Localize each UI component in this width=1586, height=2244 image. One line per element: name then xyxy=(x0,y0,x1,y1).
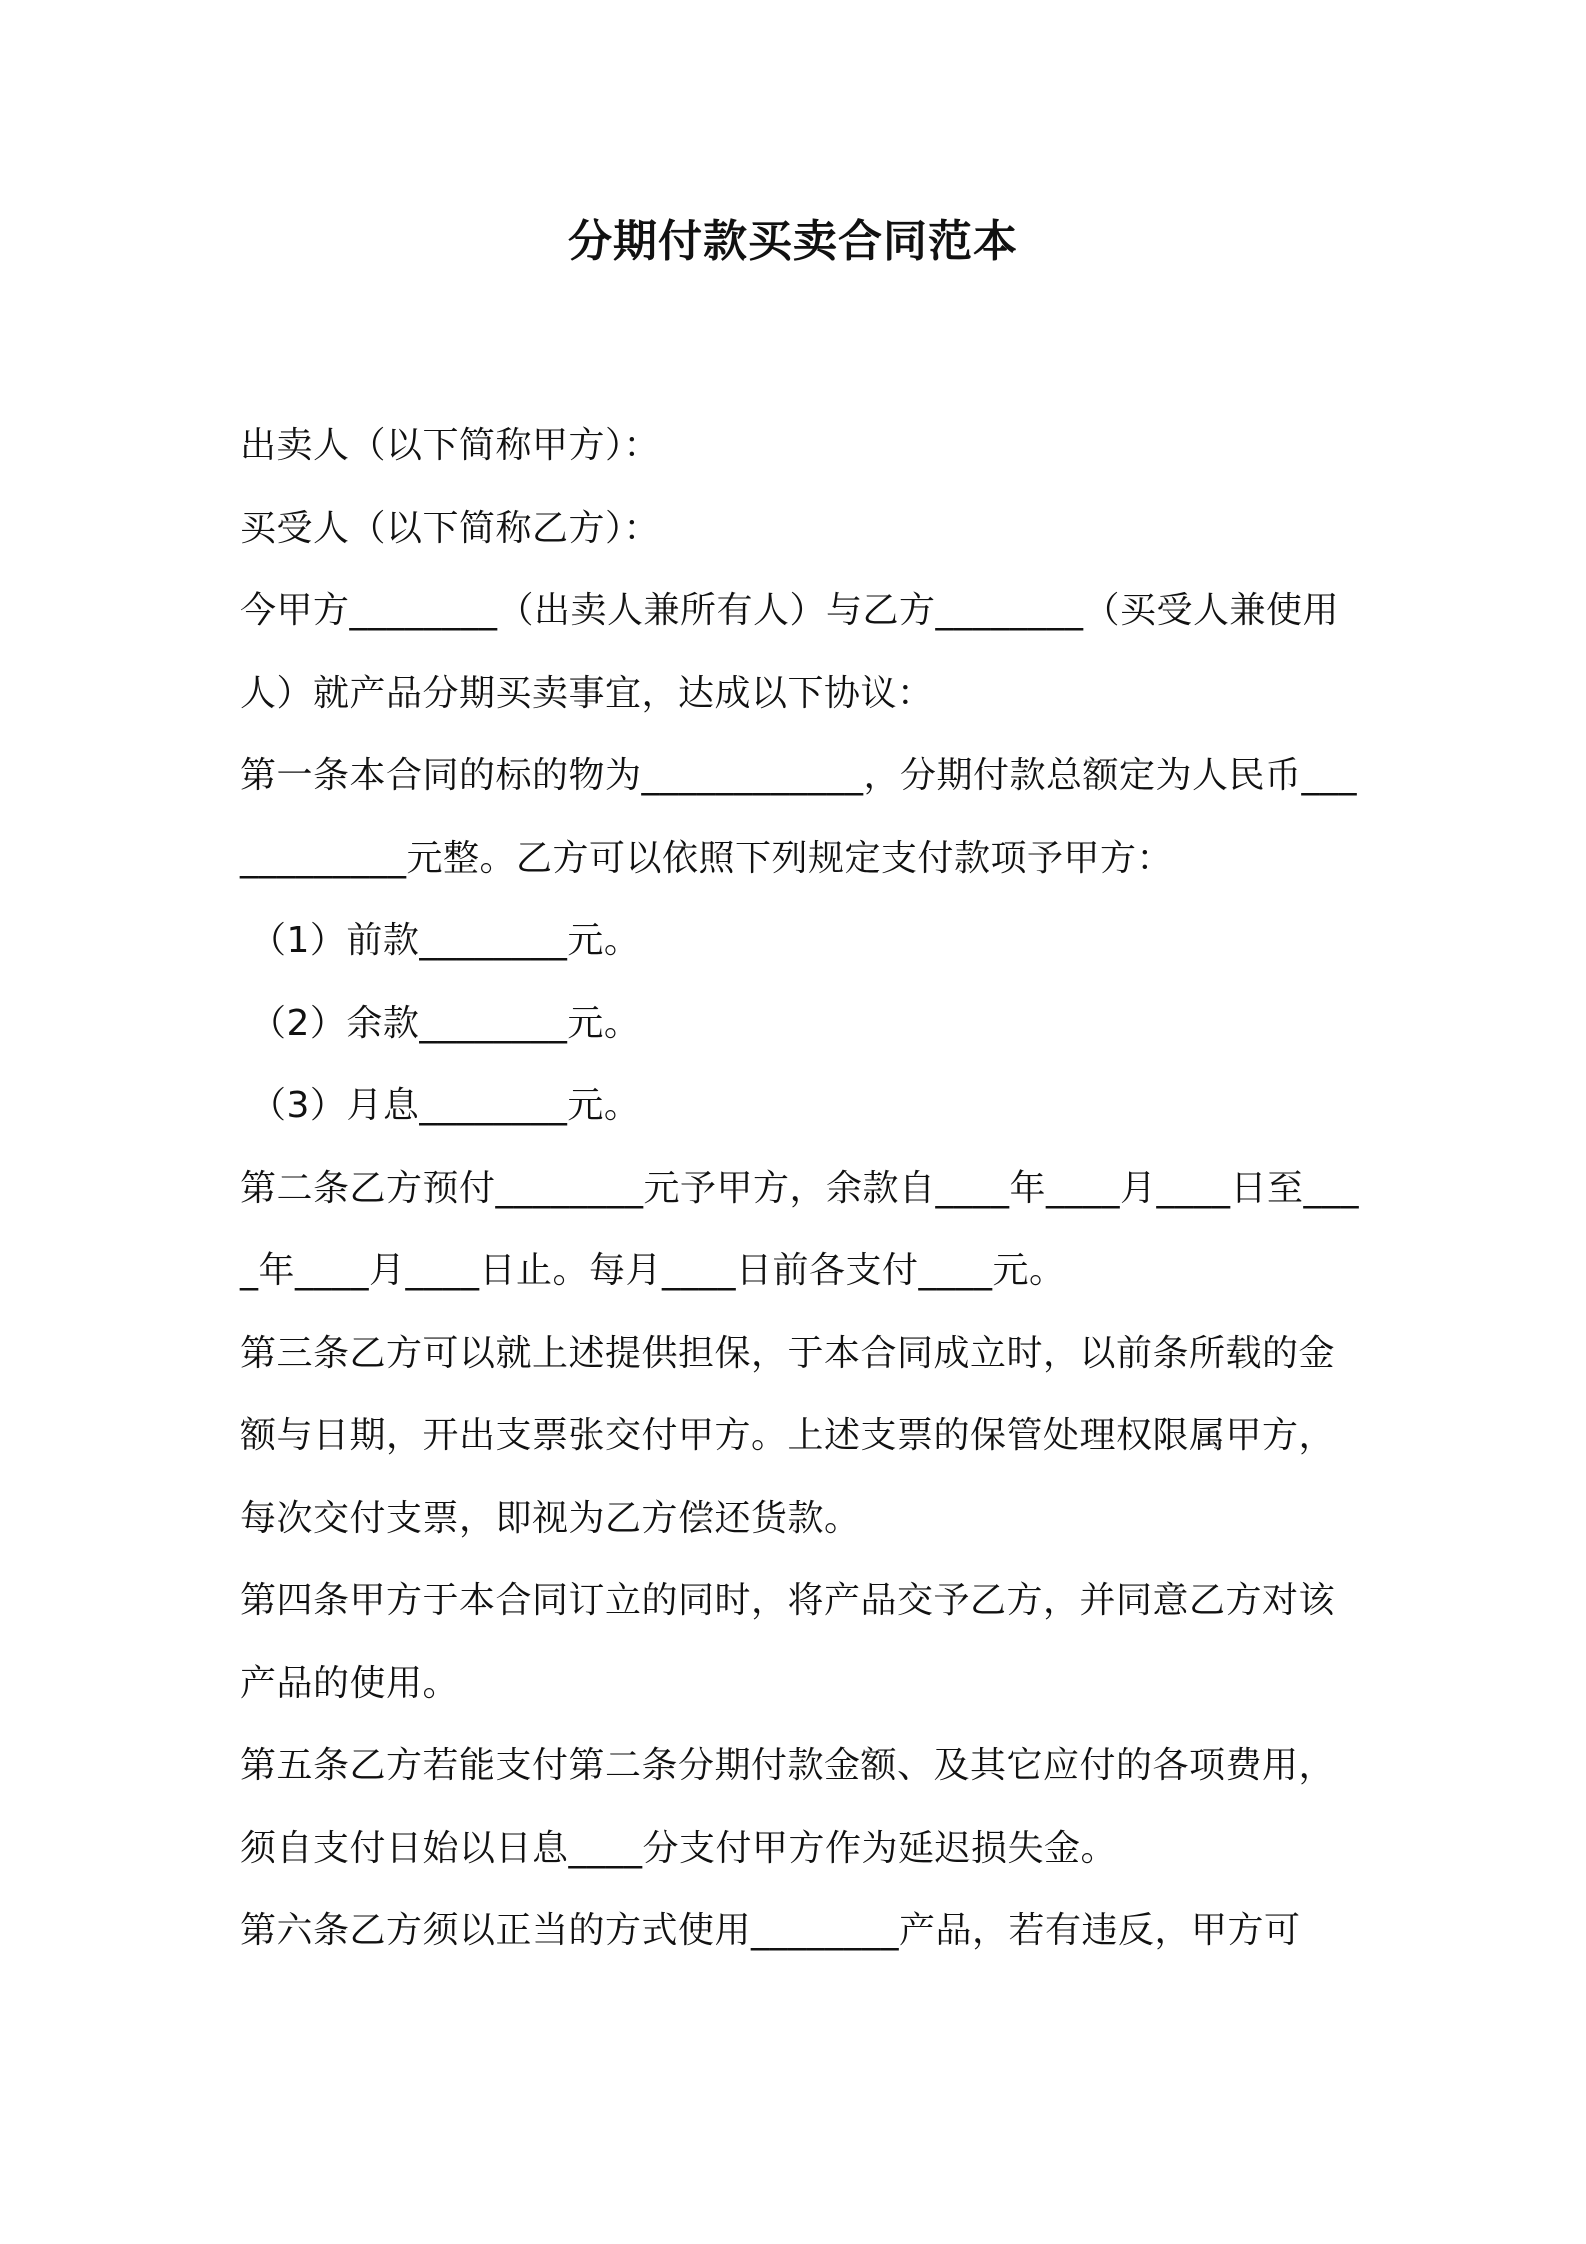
article-1-item-2: （2）余款________元。 xyxy=(250,1002,641,1044)
article-6-paragraph: 第六条乙方须以正当的方式使用________产品，若有违反，甲方可 xyxy=(240,1910,1301,1951)
article-5-paragraph: 第五条乙方若能支付第二条分期付款金额、及其它应付的各项费用，须自支付日始以日息____分支付甲方作为延迟损失金。 xyxy=(240,1745,1336,1869)
article-3-paragraph: 第三条乙方可以就上述提供担保，于本合同成立时，以前条所载的金额与日期，开出支票张交付甲方。上述支票的保管处理权限属甲方，每次交付支票，即视为乙方偿还货款。 xyxy=(240,1332,1336,1539)
article-2-paragraph: 第二条乙方预付________元予甲方，余款自____年____月____日至____年____月____日止。每月____日前各支付____元。 xyxy=(240,1167,1360,1291)
buyer-line: 买受人（以下简称乙方）： xyxy=(240,507,661,549)
document-title: 分期付款买卖合同范本 xyxy=(568,216,1018,267)
document-body xyxy=(240,405,1365,1973)
seller-line: 出卖人（以下简称甲方）： xyxy=(240,425,661,466)
article-1-paragraph: 第一条本合同的标的物为____________，分期付款总额定为人民币____________元整。乙方可以依照下列规定支付款项予甲方： xyxy=(240,755,1358,879)
article-1-item-3: （3）月息________元。 xyxy=(250,1085,641,1126)
article-4-paragraph: 第四条甲方于本合同订立的同时，将产品交予乙方，并同意乙方对该产品的使用。 xyxy=(240,1580,1336,1704)
article-1-item-1: （1）前款________元。 xyxy=(250,920,641,961)
preamble-paragraph: 今甲方________（出卖人兼所有人）与乙方________（买受人兼使用人）就产品分期买卖事宜，达成以下协议： xyxy=(240,590,1340,714)
